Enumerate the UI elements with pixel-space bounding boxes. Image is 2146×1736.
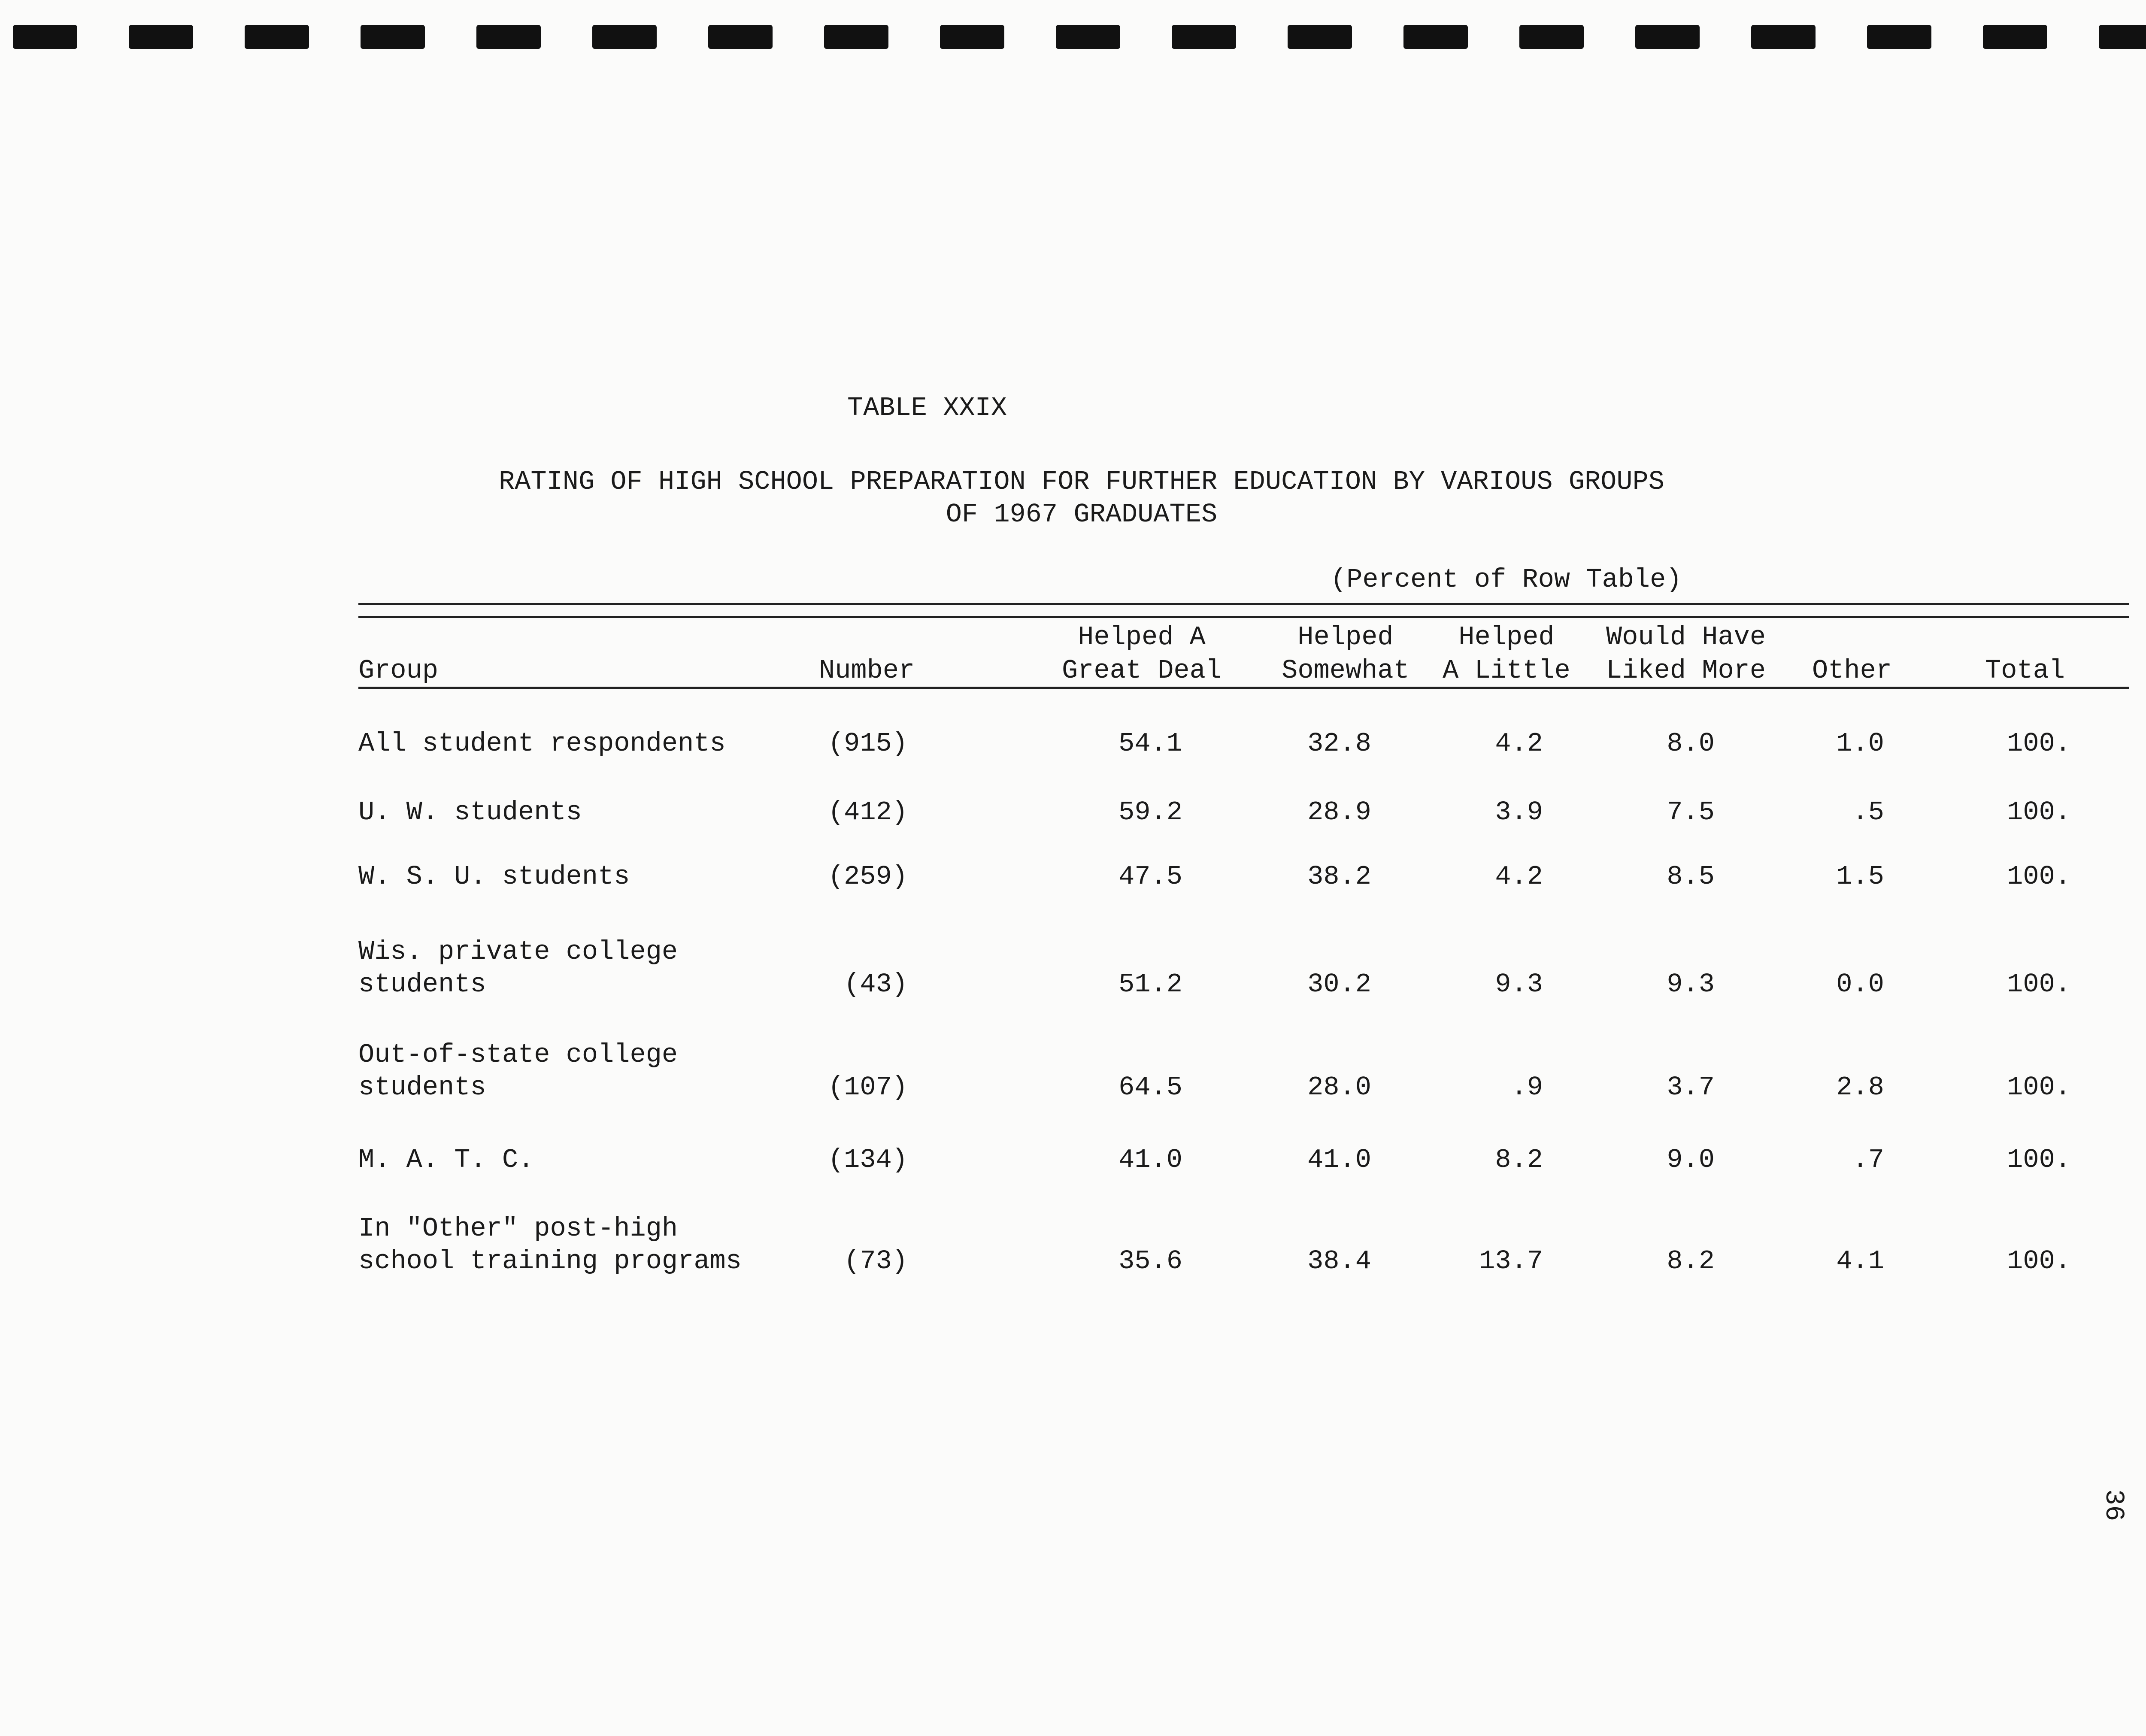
cell-total: 100. [2007, 969, 2071, 1000]
top-rule-double [358, 616, 2129, 618]
column-header-group: Group [358, 655, 439, 686]
cell-number: (412) [827, 797, 908, 827]
binding-hole [1403, 25, 1468, 49]
cell-great-deal: 41.0 [1118, 1145, 1182, 1175]
cell-great-deal: 54.1 [1118, 728, 1182, 759]
column-header-total: Total [1985, 655, 2065, 686]
cell-total: 100. [2007, 1145, 2071, 1175]
cell-somewhat: 30.2 [1307, 969, 1371, 1000]
table-title: RATING OF HIGH SCHOOL PREPARATION FOR FURTHER EDUCATION BY VARIOUS GROUPS OF 1967 GRADUATES [498, 467, 1665, 530]
column-header-other: Other [1812, 655, 1892, 686]
cell-total: 100. [2007, 1246, 2071, 1276]
cell-little: 9.3 [1495, 969, 1543, 1000]
cell-liked-more: 9.3 [1667, 969, 1715, 1000]
cell-great-deal: 47.5 [1118, 861, 1182, 892]
cell-somewhat: 32.8 [1307, 728, 1371, 759]
cell-group: U. W. students [358, 797, 582, 827]
binding-hole [2099, 25, 2146, 49]
binding-hole [361, 25, 425, 49]
cell-number: (107) [827, 1072, 908, 1103]
binding-hole [824, 25, 888, 49]
cell-liked-more: 8.5 [1667, 861, 1715, 892]
cell-group: Wis. private college students [358, 936, 678, 1000]
cell-little: 4.2 [1495, 861, 1543, 892]
binding-hole [1635, 25, 1700, 49]
binding-hole [1751, 25, 1816, 49]
cell-total: 100. [2007, 797, 2071, 827]
binding-hole [129, 25, 193, 49]
cell-little: 8.2 [1495, 1145, 1543, 1175]
cell-liked-more: 9.0 [1667, 1145, 1715, 1175]
cell-little: .9 [1511, 1072, 1543, 1103]
cell-great-deal: 59.2 [1118, 797, 1182, 827]
binding-hole [476, 25, 541, 49]
cell-other: 2.8 [1836, 1072, 1884, 1103]
cell-group: W. S. U. students [358, 861, 630, 892]
table-number: TABLE XXIX [847, 393, 1007, 423]
cell-number: (915) [827, 728, 908, 759]
cell-great-deal: 35.6 [1118, 1246, 1182, 1276]
cell-group: All student respondents [358, 728, 726, 759]
column-header-liked-more: Would Have Liked More [1606, 622, 1766, 686]
binding-hole [940, 25, 1004, 49]
cell-total: 100. [2007, 728, 2071, 759]
cell-number: (43) [844, 969, 908, 1000]
binding-hole [592, 25, 657, 49]
cell-group: M. A. T. C. [358, 1145, 534, 1175]
header-rule [358, 687, 2129, 689]
binding-hole [1867, 25, 1931, 49]
cell-liked-more: 3.7 [1667, 1072, 1715, 1103]
column-header-great-deal: Helped A Great Deal [1061, 622, 1222, 686]
cell-little: 4.2 [1495, 728, 1543, 759]
cell-somewhat: 38.2 [1307, 861, 1371, 892]
cell-other: .7 [1852, 1145, 1884, 1175]
top-rule [358, 603, 2129, 605]
cell-somewhat: 28.9 [1307, 797, 1371, 827]
cell-liked-more: 8.2 [1667, 1246, 1715, 1276]
cell-liked-more: 7.5 [1667, 797, 1715, 827]
column-header-number: Number [819, 655, 915, 686]
binding-hole [1288, 25, 1352, 49]
cell-great-deal: 64.5 [1118, 1072, 1182, 1103]
binding-hole [1056, 25, 1120, 49]
cell-other: 1.0 [1836, 728, 1884, 759]
cell-little: 3.9 [1495, 797, 1543, 827]
cell-number: (73) [844, 1246, 908, 1276]
cell-group: Out-of-state college students [358, 1039, 678, 1103]
cell-great-deal: 51.2 [1118, 969, 1182, 1000]
cell-other: 0.0 [1836, 969, 1884, 1000]
percent-note: (Percent of Row Table) [1331, 564, 1682, 595]
binding-hole [245, 25, 309, 49]
cell-other: 1.5 [1836, 861, 1884, 892]
cell-somewhat: 28.0 [1307, 1072, 1371, 1103]
binding-hole [13, 25, 77, 49]
binding-hole [1172, 25, 1236, 49]
cell-number: (259) [827, 861, 908, 892]
binding-hole [1519, 25, 1584, 49]
cell-little: 13.7 [1479, 1246, 1543, 1276]
binding-hole [708, 25, 773, 49]
cell-somewhat: 41.0 [1307, 1145, 1371, 1175]
cell-other: .5 [1852, 797, 1884, 827]
binding-holes-strip [0, 0, 2146, 64]
cell-number: (134) [827, 1145, 908, 1175]
column-header-little: Helped A Little [1443, 622, 1570, 686]
binding-hole [1983, 25, 2047, 49]
cell-other: 4.1 [1836, 1246, 1884, 1276]
cell-group: In "Other" post-high school training programs [358, 1213, 742, 1276]
cell-somewhat: 38.4 [1307, 1246, 1371, 1276]
cell-total: 100. [2007, 861, 2071, 892]
cell-liked-more: 8.0 [1667, 728, 1715, 759]
cell-total: 100. [2007, 1072, 2071, 1103]
page-number: 36 [2098, 1489, 2129, 1521]
column-header-somewhat: Helped Somewhat [1282, 622, 1409, 686]
